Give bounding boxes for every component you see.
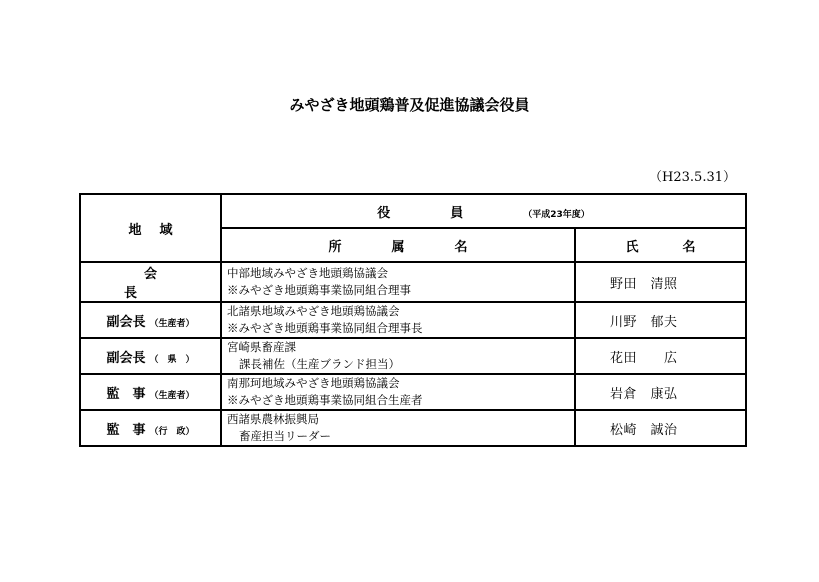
table-row <box>80 262 746 302</box>
role-cell <box>80 374 221 410</box>
affiliation-line-2: ※みやざき地頭鶏事業協同組合理事 <box>227 283 411 297</box>
header-affiliation: 所属名 <box>221 228 575 262</box>
affiliation-line-1: 西諸県農林振興局 <box>227 412 319 426</box>
affiliation-line-1: 北諸県地域みやざき地頭鶏協議会 <box>227 304 400 318</box>
role-sub-label: （行 政） <box>149 426 195 437</box>
affiliation-line-2: ※みやざき地頭鶏事業協同組合生産者 <box>227 393 423 407</box>
role-label: 監 事 <box>106 422 146 438</box>
page-title: みやざき地頭鶏普及促進協議会役員 <box>289 96 530 114</box>
affiliation-cell <box>221 410 575 446</box>
role-sub-label: （生産者） <box>149 390 195 401</box>
name-cell: 松崎 誠治 <box>575 410 746 446</box>
header-officers-label: 役員 <box>377 205 524 221</box>
affiliation-cell <box>221 302 575 338</box>
table-row <box>80 374 746 410</box>
role-label: 副会長 <box>106 350 146 366</box>
role-cell <box>80 302 221 338</box>
name-cell: 岩倉 康弘 <box>575 374 746 410</box>
affiliation-line-1: 中部地域みやざき地頭鶏協議会 <box>227 266 388 280</box>
affiliation-line-1: 宮崎県畜産課 <box>227 340 296 354</box>
header-officers <box>221 194 746 228</box>
table-row <box>80 302 746 338</box>
header-name: 氏名 <box>575 228 746 262</box>
affiliation-line-2: 畜産担当リーダー <box>239 429 331 443</box>
affiliation-cell <box>221 262 575 302</box>
role-sub-label: （生産者） <box>149 318 195 329</box>
role-label: 副会長 <box>106 314 146 330</box>
header-officers-note: （平成23年度） <box>523 209 590 220</box>
affiliation-cell <box>221 374 575 410</box>
role-label: 監 事 <box>106 386 146 402</box>
name-cell: 野田 清照 <box>575 262 746 302</box>
affiliation-line-2: 課長補佐（生産ブランド担当） <box>239 357 400 371</box>
role-label: 会長 <box>123 267 197 301</box>
name-cell: 花田 広 <box>575 338 746 374</box>
header-region: 地域 <box>80 194 221 262</box>
table-row <box>80 410 746 446</box>
role-cell <box>80 262 221 302</box>
affiliation-line-1: 南那珂地域みやざき地頭鶏協議会 <box>227 376 400 390</box>
officers-table <box>79 193 747 447</box>
date-label: （H23.5.31） <box>649 170 736 185</box>
affiliation-line-2: ※みやざき地頭鶏事業協同組合理事長 <box>227 321 423 335</box>
role-cell <box>80 338 221 374</box>
table-row <box>80 338 746 374</box>
affiliation-cell <box>221 338 575 374</box>
role-cell <box>80 410 221 446</box>
name-cell: 川野 郁夫 <box>575 302 746 338</box>
role-sub-label: （ 県 ） <box>149 354 195 365</box>
